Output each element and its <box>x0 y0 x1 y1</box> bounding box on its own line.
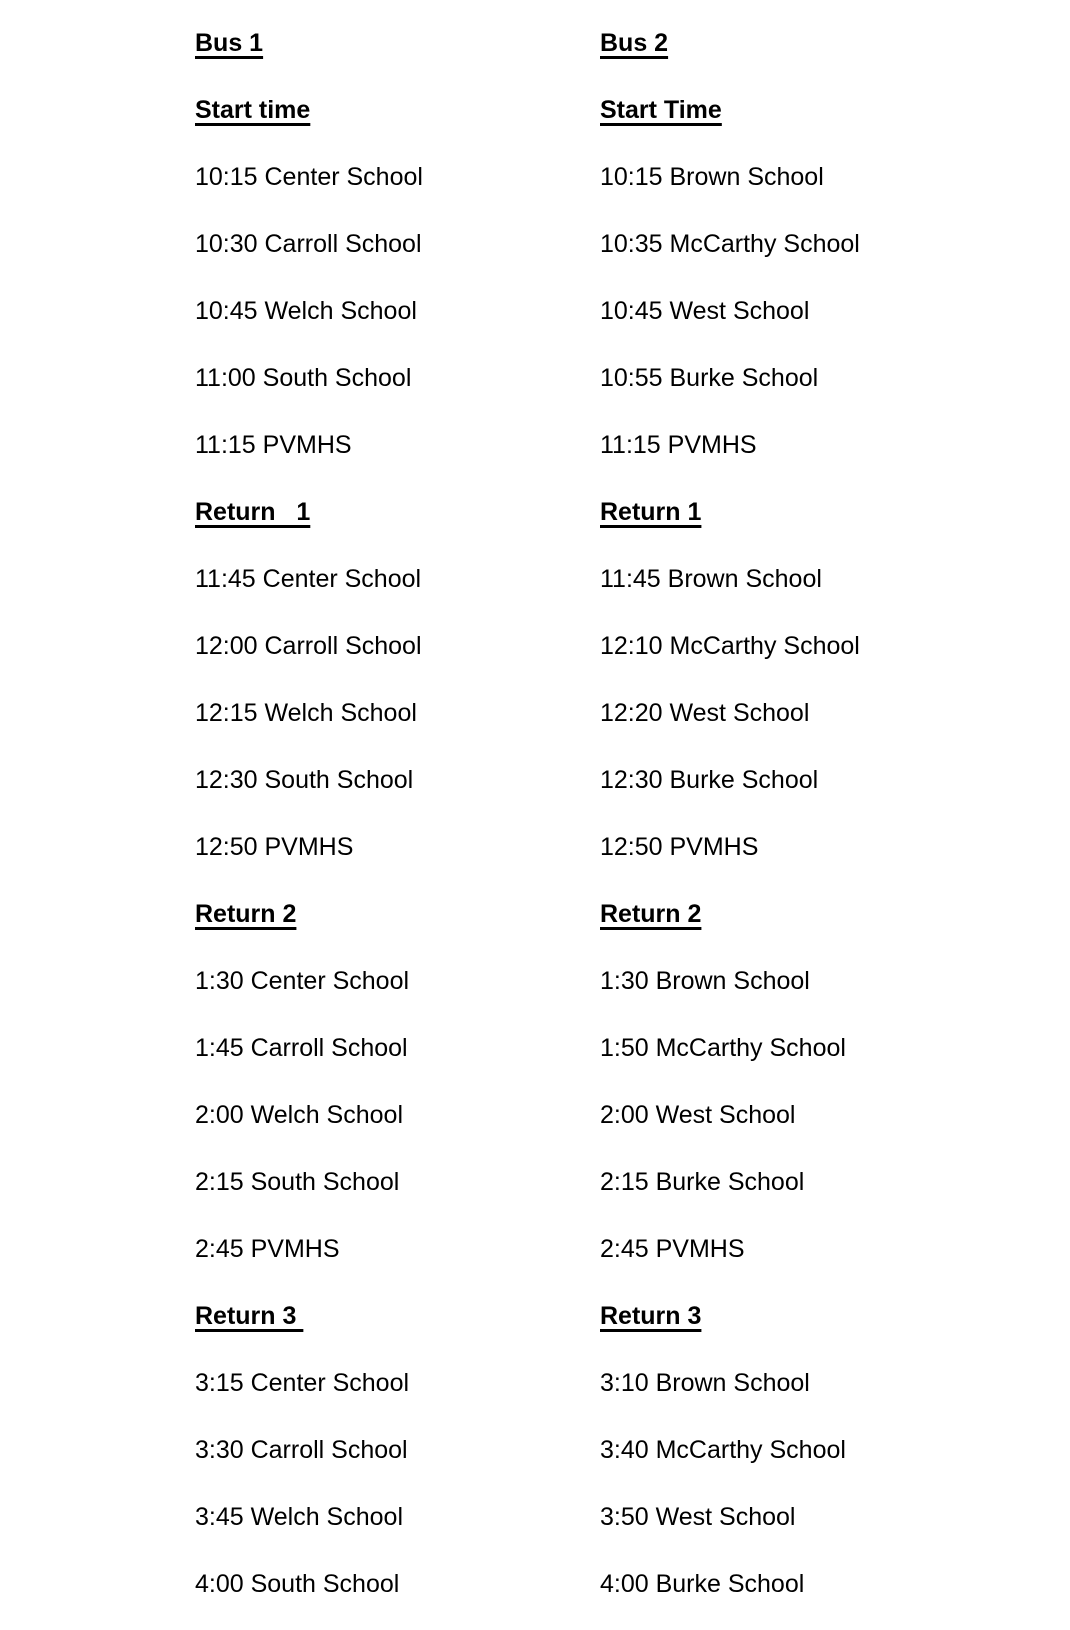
schedule-stop: 1:50 McCarthy School <box>600 1034 846 1062</box>
bus1-return1-heading: Return 1 <box>195 498 311 526</box>
schedule-stop: 12:00 Carroll School <box>195 632 422 660</box>
schedule-stop: 11:45 Center School <box>195 565 422 593</box>
schedule-stop: 12:50 PVMHS <box>600 833 759 861</box>
bus2-return3-heading: Return 3 <box>600 1302 702 1330</box>
schedule-stop: 2:45 PVMHS <box>600 1235 745 1263</box>
schedule-stop: 3:15 Center School <box>195 1369 410 1397</box>
schedule-stop: 11:15 PVMHS <box>600 431 757 459</box>
schedule-stop: 11:00 South School <box>195 364 412 392</box>
schedule-stop: 10:45 West School <box>600 297 810 325</box>
bus1-column <box>195 10 600 1618</box>
schedule-stop: 2:00 West School <box>600 1101 796 1129</box>
schedule-stop: 12:15 Welch School <box>195 699 417 727</box>
schedule-stop: 12:50 PVMHS <box>195 833 354 861</box>
bus2-return1-heading: Return 1 <box>600 498 702 526</box>
schedule-stop: 10:15 Center School <box>195 163 423 191</box>
schedule-stop: 12:20 West School <box>600 699 810 727</box>
bus1-start-heading: Start time <box>195 96 311 124</box>
schedule-stop: 10:15 Brown School <box>600 163 824 191</box>
schedule-stop: 1:30 Center School <box>195 967 410 995</box>
schedule-stop: 3:50 West School <box>600 1503 796 1531</box>
schedule-stop: 12:30 South School <box>195 766 414 794</box>
schedule-stop: 11:45 Brown School <box>600 565 822 593</box>
bus2-column <box>600 10 1070 1618</box>
schedule-stop: 10:45 Welch School <box>195 297 417 325</box>
bus2-start-heading: Start Time <box>600 96 722 124</box>
schedule-stop: 2:15 Burke School <box>600 1168 805 1196</box>
schedule-stop: 1:30 Brown School <box>600 967 810 995</box>
schedule-stop: 3:40 McCarthy School <box>600 1436 846 1464</box>
schedule-stop: 10:55 Burke School <box>600 364 819 392</box>
schedule-stop: 11:15 PVMHS <box>195 431 352 459</box>
schedule-stop: 4:00 Burke School <box>600 1570 805 1598</box>
bus1-return2-heading: Return 2 <box>195 900 297 928</box>
schedule-stop: 3:30 Carroll School <box>195 1436 408 1464</box>
bus1-return3-heading: Return 3 <box>195 1302 304 1330</box>
schedule-stop: 1:45 Carroll School <box>195 1034 408 1062</box>
schedule-stop: 10:35 McCarthy School <box>600 230 860 258</box>
schedule-stop: 4:00 South School <box>195 1570 400 1598</box>
schedule-stop: 3:10 Brown School <box>600 1369 810 1397</box>
schedule-stop: 12:10 McCarthy School <box>600 632 860 660</box>
schedule-stop: 2:45 PVMHS <box>195 1235 340 1263</box>
schedule-stop: 10:30 Carroll School <box>195 230 422 258</box>
schedule-stop: 2:15 South School <box>195 1168 400 1196</box>
bus2-return2-heading: Return 2 <box>600 900 702 928</box>
schedule-stop: 3:45 Welch School <box>195 1503 403 1531</box>
schedule-stop: 12:30 Burke School <box>600 766 819 794</box>
bus2-title: Bus 2 <box>600 29 669 57</box>
schedule-stop: 2:00 Welch School <box>195 1101 403 1129</box>
bus1-title: Bus 1 <box>195 29 264 57</box>
